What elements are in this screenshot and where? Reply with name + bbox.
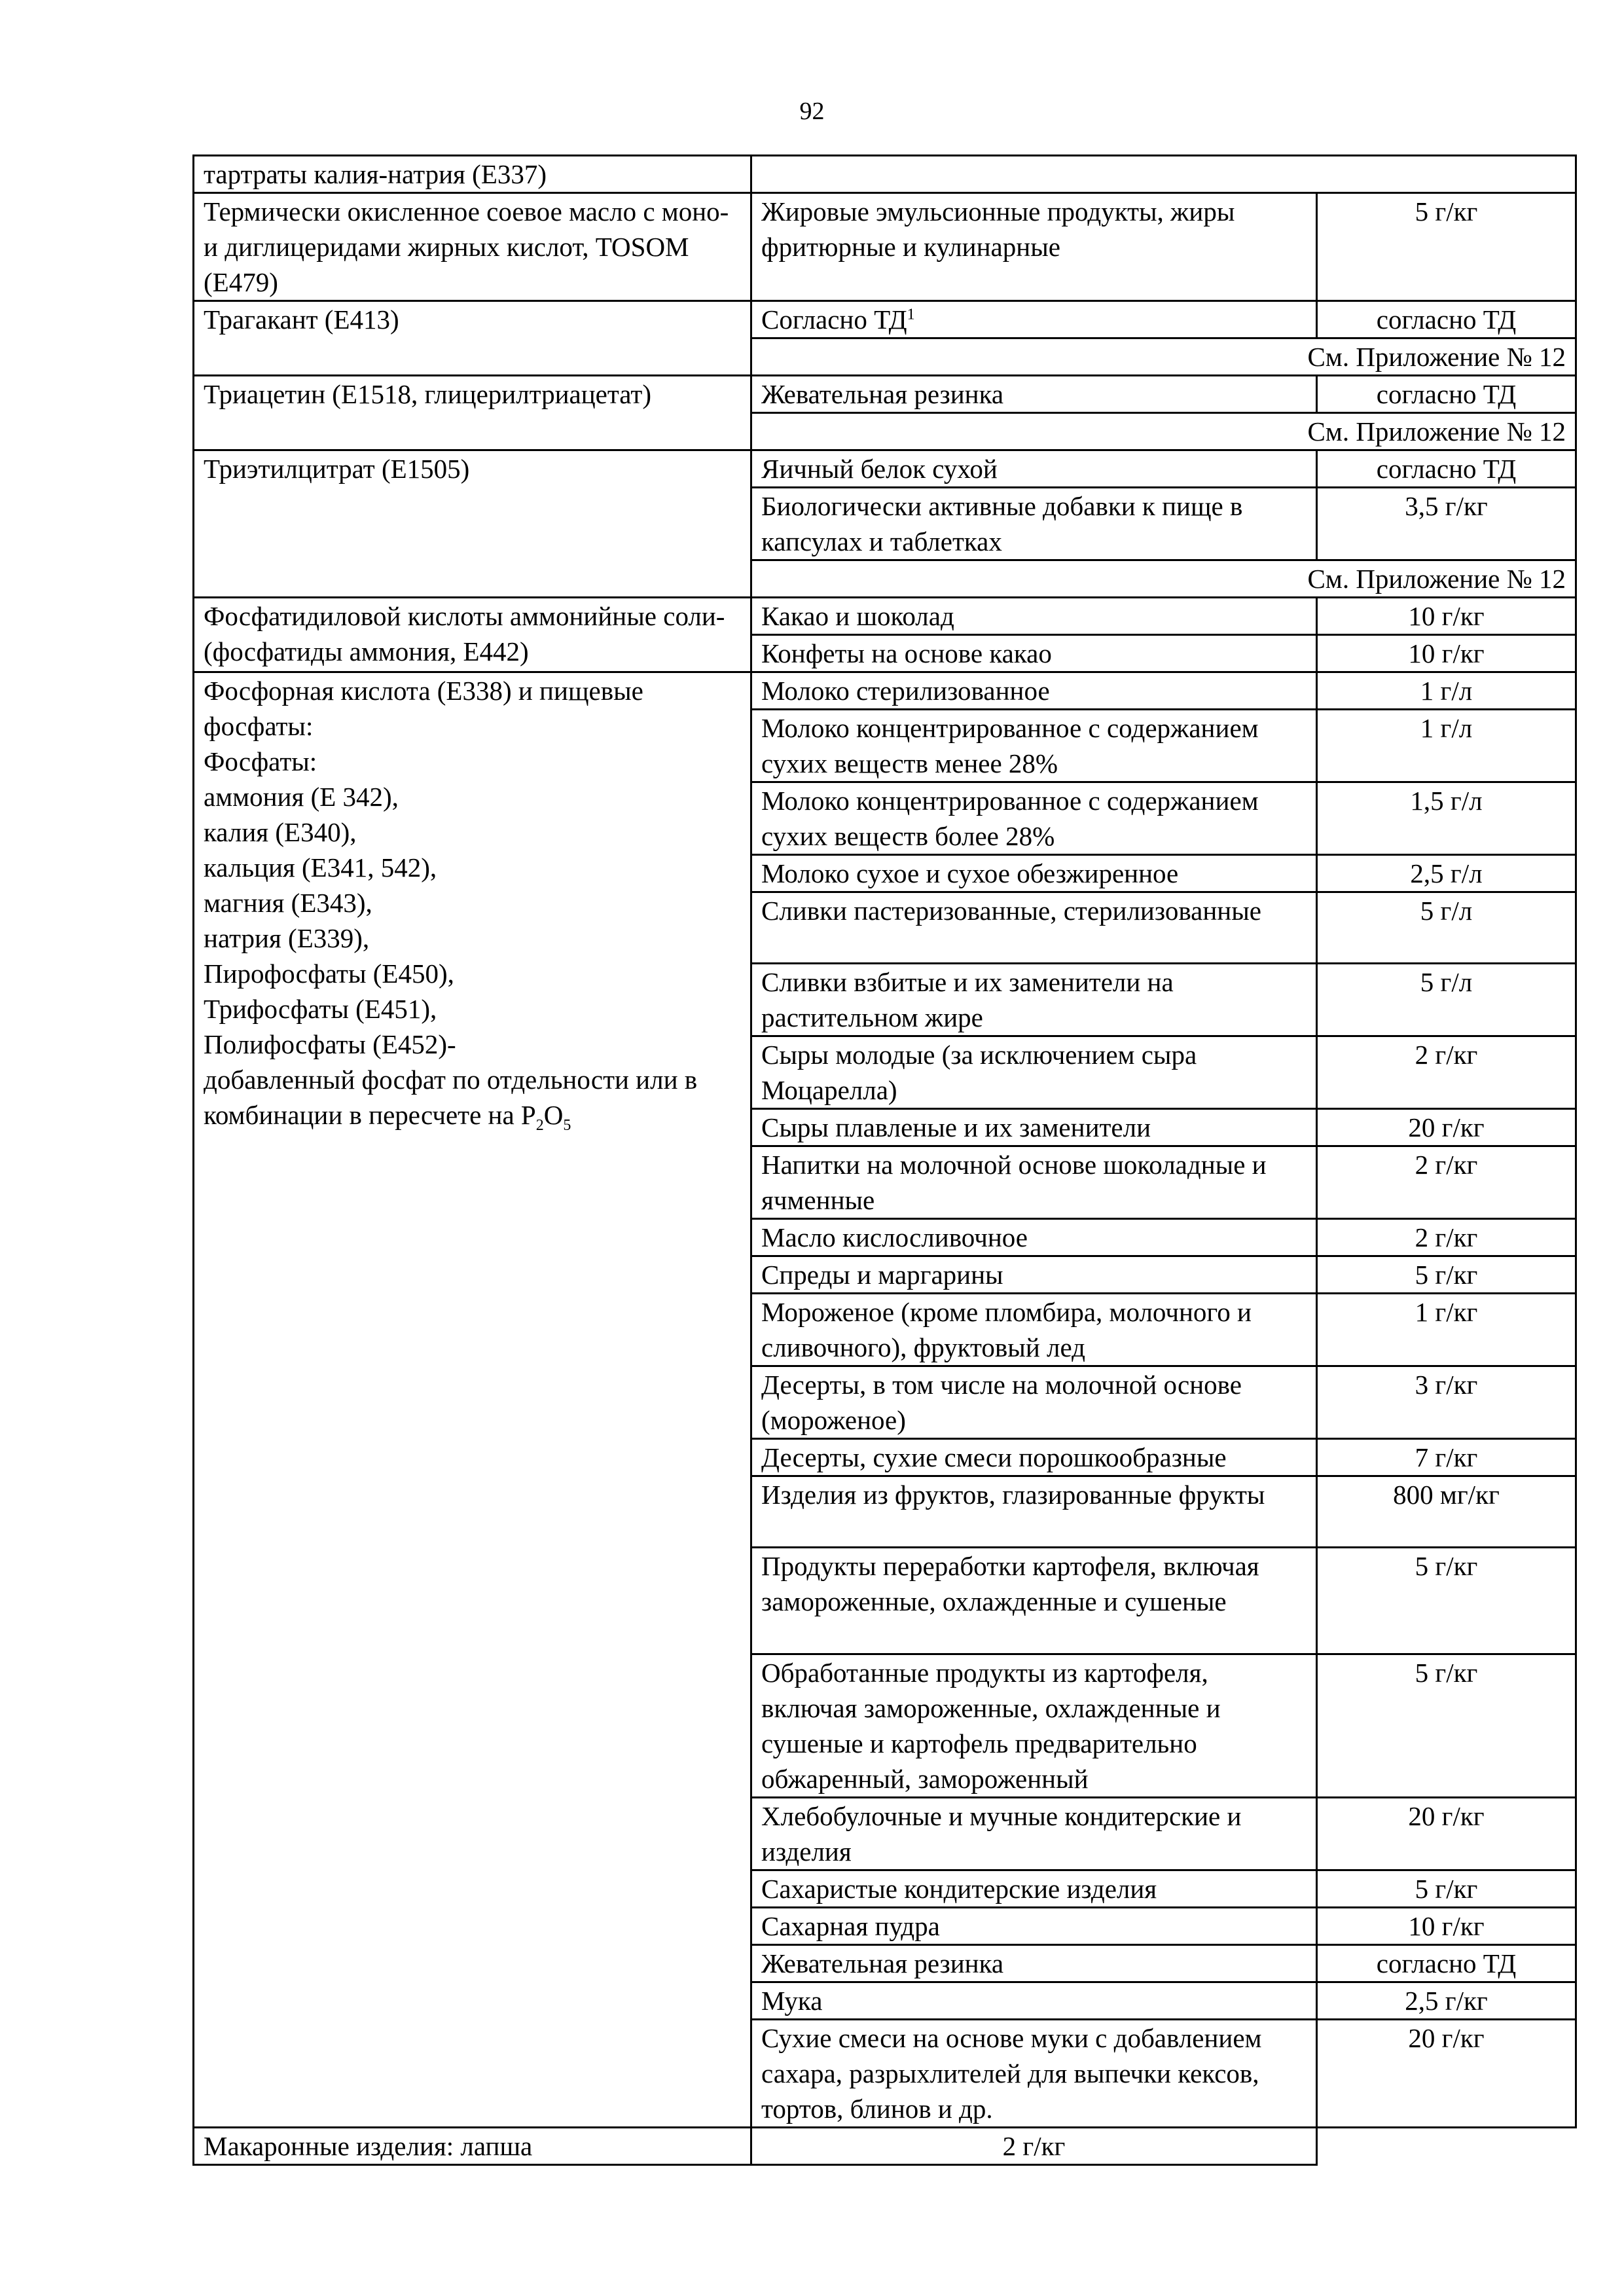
product-cell: Жировые эмульсионные продукты, жиры фритюрные и кулинарные [751,193,1317,301]
product-cell: Напитки на молочной основе шоколадные и ячменные [751,1146,1317,1219]
product-cell: Мороженое (кроме пломбира, молочного и сливочного), фруктовый лед [751,1294,1317,1366]
product-cell: Спреды и маргарины [751,1256,1317,1294]
table-row [194,193,1576,301]
product-cell: Сухие смеси на основе муки с добавлением сахара, разрыхлителей для выпечки кексов, тортов, блинов и др. [751,2020,1317,2128]
limit-cell: 1,5 г/л [1317,782,1576,855]
limit-cell: 20 г/кг [1317,1109,1576,1146]
limit-cell: 1 г/кг [1317,1294,1576,1366]
product-cell: Десерты, в том числе на молочной основе (мороженое) [751,1366,1317,1439]
product-cell [751,301,1317,338]
limit-cell: 5 г/кг [1317,1256,1576,1294]
product-cell: Хлебобулочные и мучные кондитерские и изделия [751,1798,1317,1870]
limit-cell: 1 г/л [1317,710,1576,782]
limit-cell: 5 г/кг [1317,1870,1576,1908]
product-cell: Десерты, сухие смеси порошкообразные [751,1439,1317,1476]
limit-cell: 2 г/кг [1317,1036,1576,1109]
product-cell: Изделия из фруктов, глазированные фрукты [751,1476,1317,1548]
appendix-note: См. Приложение № 12 [751,338,1576,376]
limit-cell: 10 г/кг [1317,635,1576,672]
footnote-marker: 1 [907,306,915,323]
product-cell: Мука [751,1982,1317,2020]
table-row [194,2128,1576,2165]
product-cell: Макаронные изделия: лапша [194,2128,751,2165]
subscript: 2 [535,1117,544,1135]
page-number: 92 [799,98,825,125]
limit-cell: 800 мг/кг [1317,1476,1576,1548]
product-cell: Сыры молодые (за исключением сыра Моцарелла) [751,1036,1317,1109]
limit-cell: 3 г/кг [1317,1366,1576,1439]
product-cell: Молоко сухое и сухое обезжиренное [751,855,1317,892]
product-cell: Сливки пастеризованные, стерилизованные [751,892,1317,964]
substance-cell: Трагакант (Е413) [194,301,751,376]
limit-cell: 3,5 г/кг [1317,488,1576,560]
limit-cell: 5 г/л [1317,964,1576,1036]
limit-cell: 5 г/л [1317,892,1576,964]
formula-text: O [543,1100,564,1130]
appendix-note: См. Приложение № 12 [751,413,1576,450]
limit-cell: 5 г/кг [1317,1654,1576,1798]
table-row [194,376,1576,413]
limit-cell: 10 г/кг [1317,598,1576,635]
appendix-note: См. Приложение № 12 [751,560,1576,598]
limit-cell: 7 г/кг [1317,1439,1576,1476]
product-cell: Какао и шоколад [751,598,1317,635]
product-cell: Биологически активные добавки к пище в капсулах и таблетках [751,488,1317,560]
table-row [194,672,1576,710]
limit-cell: 5 г/кг [1317,1548,1576,1654]
product-cell: Сливки взбитые и их заменители на растительном жире [751,964,1317,1036]
product-cell: Молоко стерилизованное [751,672,1317,710]
limit-cell: 5 г/кг [1317,193,1576,301]
substance-cell: Термически окисленное соевое масло с моно-и диглицеридами жирных кислот, TOSOM (Е479) [194,193,751,301]
product-cell: Жевательная резинка [751,376,1317,413]
product-cell: Конфеты на основе какао [751,635,1317,672]
table-row [194,598,1576,635]
limit-cell: 2 г/кг [1317,1219,1576,1256]
food-additives-table [192,155,1577,2166]
table-row [194,301,1576,338]
product-text: Согласно ТД [761,304,907,335]
limit-cell: 2 г/кг [1317,1146,1576,1219]
product-cell: Молоко концентрированное с содержанием сухих веществ менее 28% [751,710,1317,782]
product-cell: Сыры плавленые и их заменители [751,1109,1317,1146]
empty-cell [751,156,1576,193]
product-cell: Продукты переработки картофеля, включая замороженные, охлажденные и сушеные [751,1548,1317,1654]
product-cell: Сахарная пудра [751,1908,1317,1945]
substance-cell: Триацетин (Е1518, глицерилтриацетат) [194,376,751,450]
substance-cell: Триэтилцитрат (Е1505) [194,450,751,598]
product-cell: Яичный белок сухой [751,450,1317,488]
limit-cell: согласно ТД [1317,450,1576,488]
limit-cell: 2,5 г/л [1317,855,1576,892]
subscript: 5 [563,1117,571,1135]
substance-cell: Фосфатидиловой кислоты аммонийные соли- (фосфатиды аммония, Е442) [194,598,751,672]
limit-cell: 1 г/л [1317,672,1576,710]
product-cell: Масло кислосливочное [751,1219,1317,1256]
limit-cell: 10 г/кг [1317,1908,1576,1945]
limit-cell: 2 г/кг [751,2128,1317,2165]
limit-cell: 2,5 г/кг [1317,1982,1576,2020]
substance-cell: тартраты калия-натрия (Е337) [194,156,751,193]
limit-cell: 20 г/кг [1317,2020,1576,2128]
product-cell: Жевательная резинка [751,1945,1317,1982]
limit-cell: согласно ТД [1317,301,1576,338]
limit-cell: 20 г/кг [1317,1798,1576,1870]
table-row [194,450,1576,488]
limit-cell: согласно ТД [1317,1945,1576,1982]
product-cell: Молоко концентрированное с содержанием сухих веществ более 28% [751,782,1317,855]
substance-text: Фосфорная кислота (Е338) и пищевые фосфаты: Фосфаты: аммония (Е 342), калия (Е340), кальция (Е341, 542), магния (Е343), натрия (Е339), Пирофосфаты (Е450), Трифосфаты (Е451), Полифосфаты (Е452)- добавленный фосфат по отдельности или в комбинации в пересчете на P [204,676,698,1130]
table-row [194,156,1576,193]
product-cell: Сахаристые кондитерские изделия [751,1870,1317,1908]
substance-cell [194,672,751,2128]
limit-cell: согласно ТД [1317,376,1576,413]
product-cell: Обработанные продукты из картофеля, включая замороженные, охлажденные и сушеные и картофель предварительно обжаренный, замороженный [751,1654,1317,1798]
